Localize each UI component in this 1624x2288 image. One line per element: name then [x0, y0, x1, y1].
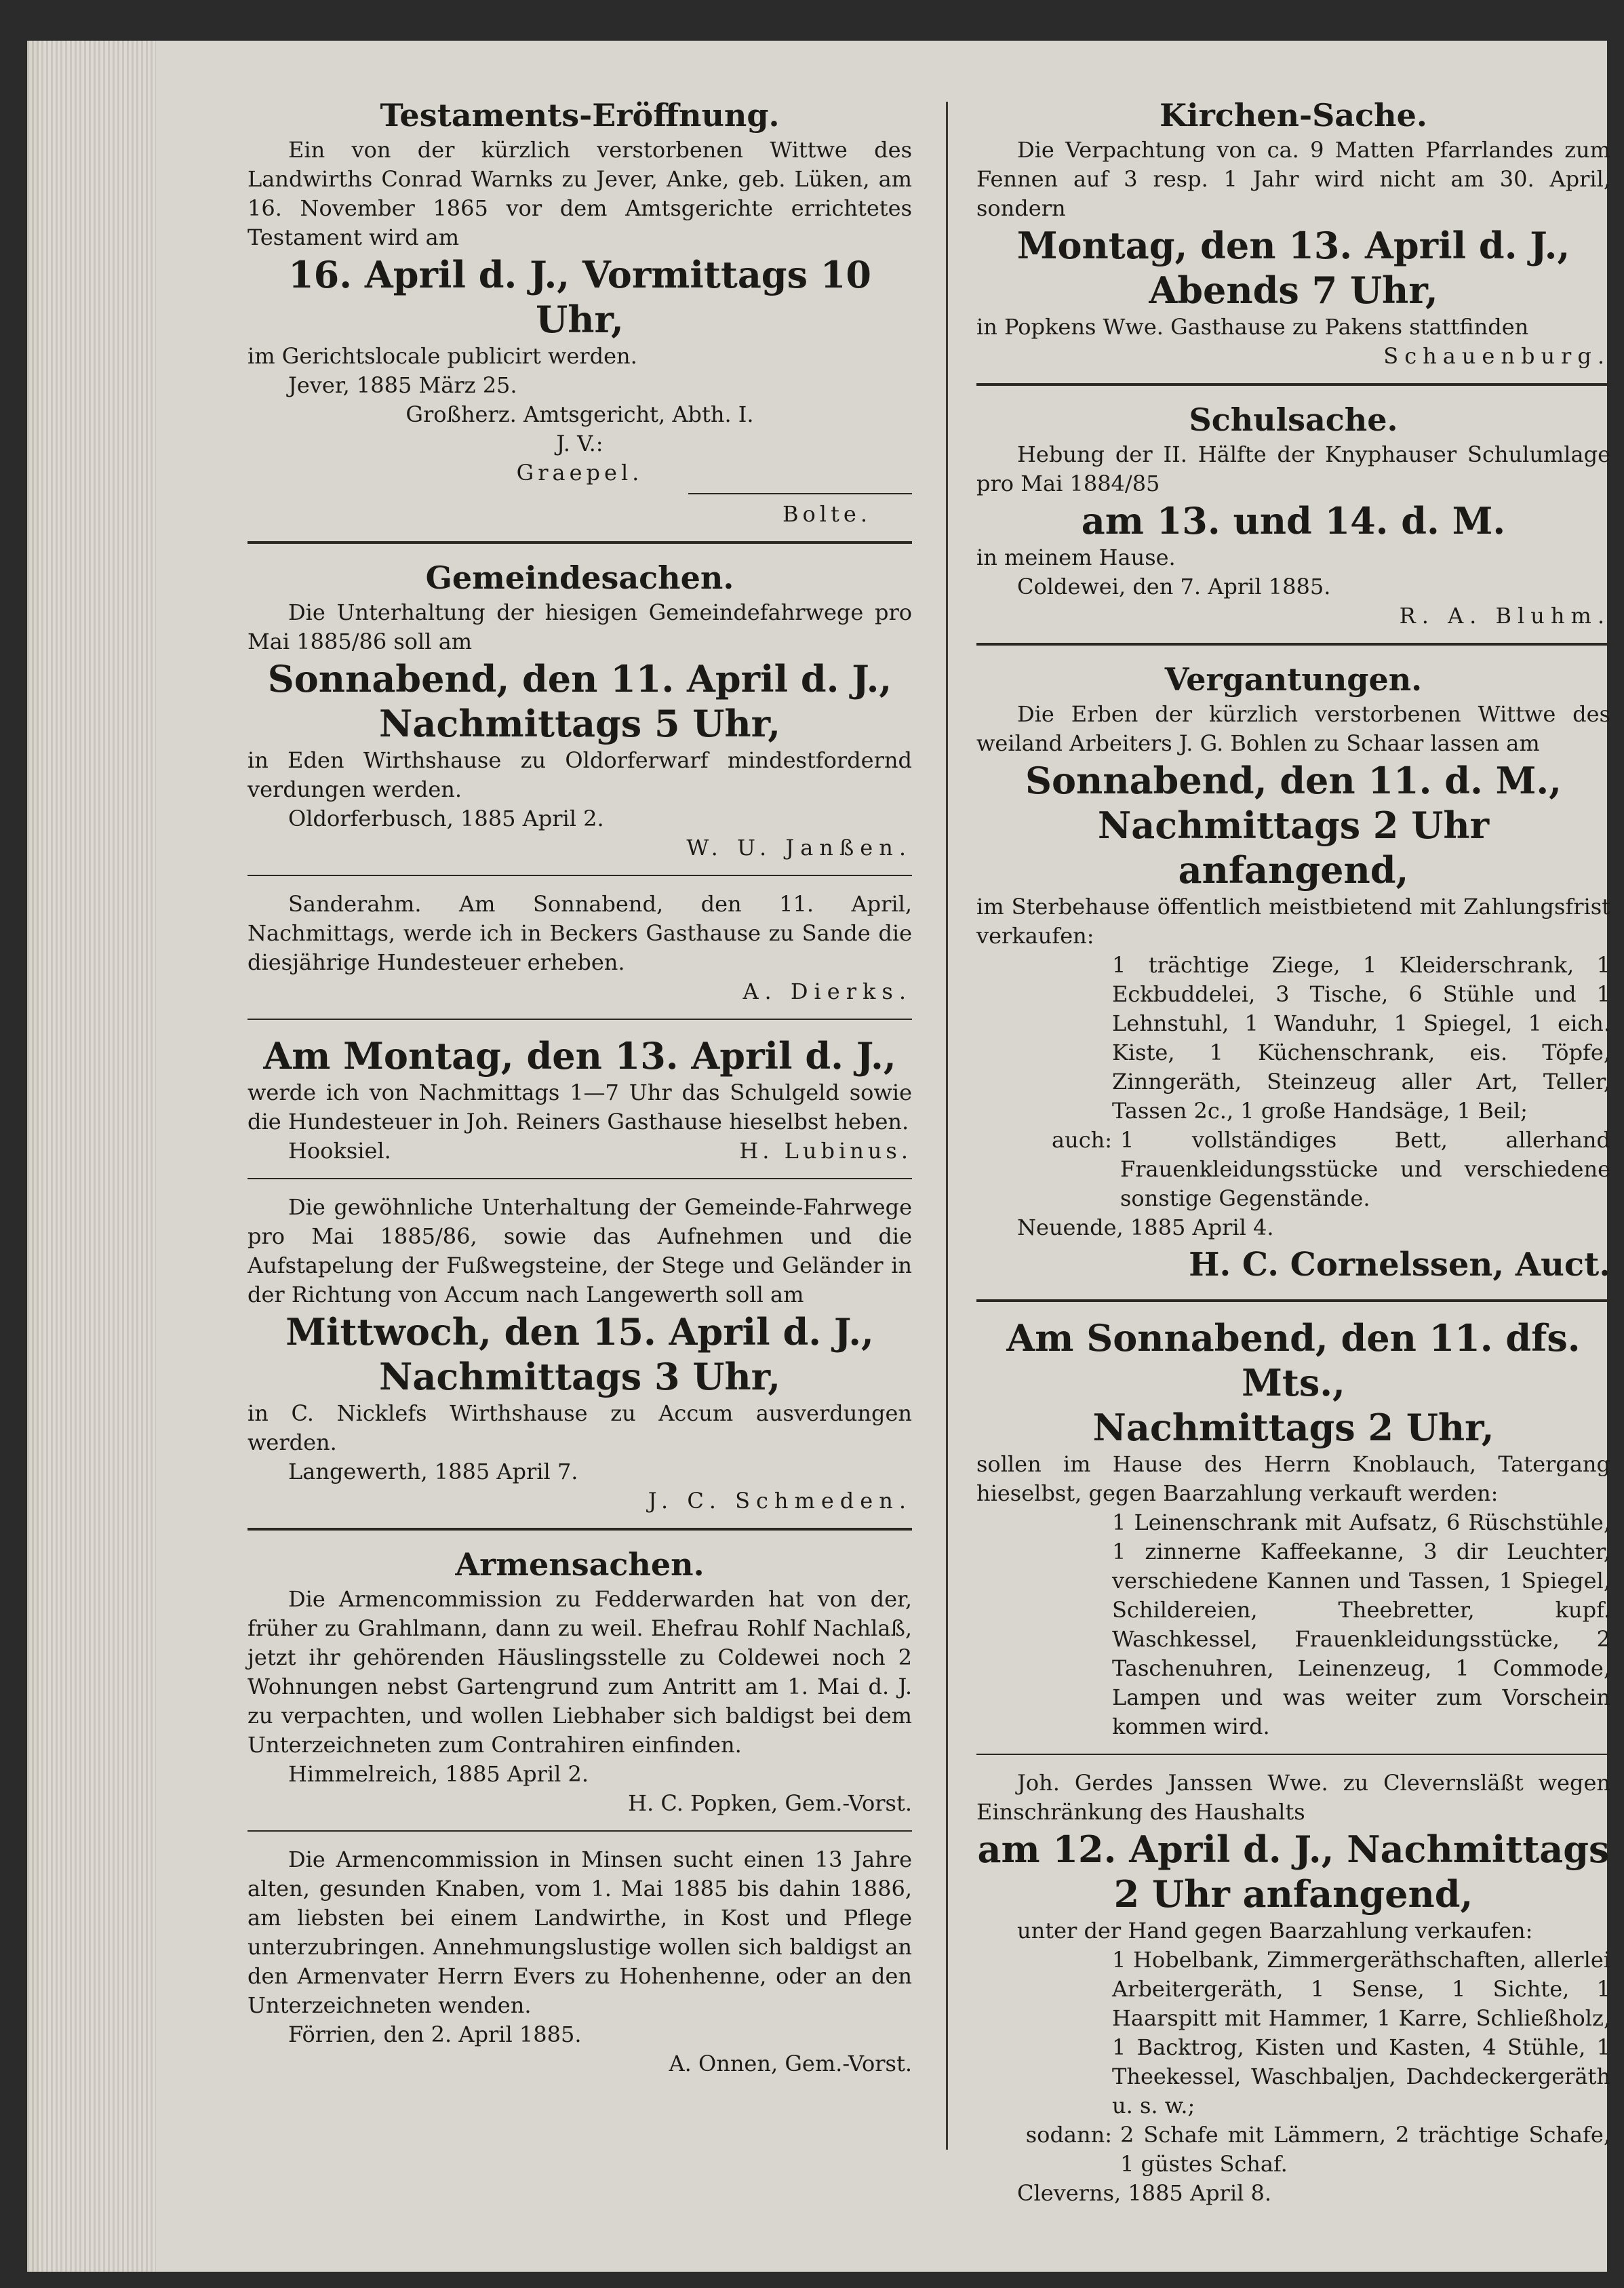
- item-list: [976, 1946, 1610, 2121]
- section-divider: [976, 1299, 1610, 1302]
- column-divider: [946, 102, 948, 2150]
- notice-sanderahm: [247, 890, 912, 1006]
- notice-time: Nachmittags 3 Uhr,: [378, 1355, 781, 1398]
- item-list: [976, 951, 1610, 1126]
- notice-date: am 13. und 14. d. M.: [1081, 499, 1506, 543]
- section-divider: [247, 1178, 912, 1179]
- item-list-text: 1 Leinenschrank mit Aufsatz, 6 Rüschstühle, 1 zinnerne Kaffeekanne, 3 dir Leuchter, verschiedene Kannen und Tassen, 1 Spiegel, Schildereien, Theebretter, kupf. Waschkessel, Frauenkleidungsstücke, 2 Taschenuhren, Leinenzeug, 1 Commode, Lampen und was weiter zum Vorschein kommen wird.: [1112, 1510, 1610, 1739]
- notice-text: sollen im Hause des Herrn Knoblauch, Tatergang hieselbst, gegen Baarzahlung verkauft werden:: [976, 1451, 1610, 1506]
- notice-text: unter der Hand gegen Baarzahlung verkaufen:: [1017, 1918, 1533, 1944]
- notice-time: Nachmittags 2 Uhr anfangend,: [1097, 804, 1490, 892]
- item-list-extra: [976, 1126, 1610, 1213]
- notice-date: Mittwoch, den 15. April d. J.,: [285, 1310, 874, 1354]
- notice-signature: Bolte.: [783, 501, 871, 527]
- notice-text: Ein von der kürzlich verstorbenen Wittwe des Landwirths Conrad Warnks zu Jever, Anke, geb. Lüken, am 16. November 1865 vor dem Amtsgerichte errichtetes Testament wird am: [247, 137, 912, 250]
- notice-signature: H. C. Popken, Gem.-Vorst.: [628, 1790, 912, 1816]
- notice-text: Die Armencommission zu Fedderwarden hat von der, früher zu Grahlmann, dann zu weil. Ehefrau Rohlf Nachlaß, jetzt ihr gehörenden Häuslingsstelle zu Coldewei noch 2 Wohnungen nebst Gartengrund zum Antritt am 1. Mai d. J. zu verpachten, und wollen Liebhaber sich baldigst bei dem Unterzeichneten zum Contrahiren einfinden.: [247, 1586, 912, 1758]
- notice-text: Hebung der II. Hälfte der Knyphauser Schulumlage pro Mai 1884/85: [976, 441, 1610, 496]
- notice-signature: A. Dierks.: [742, 979, 912, 1004]
- notice-footer: [247, 1137, 912, 1166]
- notice-date: Sonnabend, den 11. d. M.,: [1025, 759, 1562, 802]
- notice-testament: [247, 95, 912, 529]
- page-edges: [27, 41, 156, 2272]
- notice-text: werde ich von Nachmittags 1—7 Uhr das Schulgeld sowie die Hundesteuer in Joh. Reiners Gasthause hieselbst heben.: [247, 1080, 912, 1135]
- notice-date: Sonnabend, den 11. April d. J.,: [267, 657, 892, 701]
- notice-text: Die Unterhaltung der hiesigen Gemeindefahrwege pro Mai 1885/86 soll am: [247, 599, 912, 654]
- notice-place: Jever, 1885 März 25.: [288, 372, 517, 398]
- notice-kirchen: [976, 95, 1610, 371]
- notice-text: Die Erben der kürzlich verstorbenen Wittwe des weiland Arbeiters J. G. Bohlen zu Schaar lassen am: [976, 701, 1610, 756]
- section-divider: [976, 643, 1610, 646]
- notice-signature: Schauenburg.: [1383, 343, 1610, 369]
- notice-text: Die Verpachtung von ca. 9 Matten Pfarrlandes zum Fennen auf 3 resp. 1 Jahr wird nicht am 30. April, sondern: [976, 137, 1610, 221]
- item-list-text: 1 trächtige Ziege, 1 Kleiderschrank, 1 Eckbuddelei, 3 Tische, 6 Stühle und 1 Lehnstuhl, 1 Wanduhr, 1 Spiegel, 1 eich. Kiste, 1 Küchenschrank, eis. Töpfe, Zinngeräth, Steinzeug aller Art, Teller, Tassen 2c., 1 große Handsäge, 1 Beil;: [1112, 952, 1610, 1124]
- section-divider: [247, 1528, 912, 1531]
- notice-fahrwege: [247, 1193, 912, 1516]
- notice-court: Großherz. Amtsgericht, Abth. I.: [405, 401, 754, 427]
- notice-place: Neuende, 1885 April 4.: [1017, 1215, 1274, 1240]
- notice-armen: [247, 1544, 912, 1818]
- notice-text: Joh. Gerdes Janssen Wwe. zu Clevernsläßt wegen Einschränkung des Haushalts: [976, 1770, 1610, 1825]
- notice-text: in Eden Wirthshause zu Oldorferwarf mindestfordernd verdungen werden.: [247, 747, 912, 802]
- notice-title: Am Montag, den 13. April d. J.,: [263, 1034, 896, 1078]
- notice-text: in C. Nicklefs Wirthshause zu Accum ausverdungen werden.: [247, 1400, 912, 1455]
- notice-signature: R. A. Bluhm.: [1399, 603, 1610, 629]
- notice-place: Förrien, den 2. April 1885.: [288, 2021, 582, 2047]
- section-divider: [247, 875, 912, 876]
- item-list: [976, 1508, 1610, 1741]
- section-divider: [247, 1830, 912, 1832]
- notice-place: Oldorferbusch, 1885 April 2.: [288, 806, 604, 831]
- notice-time: Abends 7 Uhr,: [1149, 269, 1438, 312]
- notice-gemeinde: [247, 557, 912, 863]
- notice-schul: [976, 399, 1610, 631]
- list-label: auch:: [1052, 1127, 1112, 1153]
- notice-title: Am Sonnabend, den 11. dfs. Mts.,: [1006, 1316, 1581, 1404]
- item-list-extra: [976, 2121, 1610, 2179]
- notice-time: Nachmittags 2 Uhr,: [1092, 1406, 1494, 1449]
- notice-montag: [247, 1033, 912, 1166]
- notice-date: Montag, den 13. April d. J.,: [1016, 224, 1570, 267]
- notice-iv: J. V.:: [556, 431, 603, 456]
- notice-time: Nachmittags 5 Uhr,: [378, 702, 781, 745]
- section-divider: [976, 383, 1610, 386]
- notice-text: im Gerichtslocale publicirt werden.: [247, 343, 637, 369]
- notice-signature: W. U. Janßen.: [686, 835, 912, 861]
- notice-title: Vergantungen.: [1164, 661, 1423, 698]
- section-divider: [247, 541, 912, 544]
- notice-text: Die Armencommission in Minsen sucht einen 13 Jahre alten, gesunden Knaben, vom 1. Mai 1885 bis dahin 1886, am liebsten bei einem Landwirthe, in Kost und Pflege unterzubringen. Annehmungslustige wollen sich baldigst an den Armenvater Herrn Evers zu Hohenhenne, oder an den Unterzeichneten wenden.: [247, 1847, 912, 2018]
- notice-vergant: [976, 659, 1610, 1287]
- notice-place: Coldewei, den 7. April 1885.: [1017, 574, 1331, 599]
- notice-text: in Popkens Wwe. Gasthause zu Pakens stattfinden: [976, 314, 1529, 340]
- notice-date: 16. April d. J., Vormittags 10 Uhr,: [288, 253, 871, 341]
- notice-signature: Graepel.: [516, 460, 643, 486]
- notice-place: Langewerth, 1885 April 7.: [288, 1459, 578, 1484]
- section-divider: [247, 1019, 912, 1020]
- notice-signature: A. Onnen, Gem.-Vorst.: [669, 2051, 912, 2076]
- notice-title: Schulsache.: [1189, 401, 1398, 438]
- notice-signature: J. C. Schmeden.: [648, 1488, 912, 1514]
- notice-gerdes: [976, 1769, 1610, 2208]
- notice-title: Gemeindesachen.: [425, 559, 734, 596]
- notice-title: Armensachen.: [455, 1546, 705, 1583]
- notice-title: Testaments-Eröffnung.: [380, 97, 780, 134]
- notice-text: Sanderahm. Am Sonnabend, den 11. April, Nachmittags, werde ich in Beckers Gasthause zu Sande die diesjährige Hundesteuer erheben.: [247, 891, 912, 975]
- notice-text: im Sterbehause öffentlich meistbietend mit Zahlungsfrist verkaufen:: [976, 894, 1610, 949]
- list-label: sodann:: [1025, 2122, 1112, 2148]
- item-list-text: 1 Hobelbank, Zimmergeräthschaften, allerlei Arbeitergeräth, 1 Sense, 1 Sichte, 1 Haarspitt mit Hammer, 1 Karre, Schließholz, 1 Backtrog, Kisten und Kasten, 4 Stühle, 1 Theekessel, Waschbaljen, Dachdeckergeräth u. s. w.;: [1112, 1947, 1610, 2118]
- notice-text: in meinem Hause.: [976, 545, 1176, 570]
- notice-time: 2 Uhr anfangend,: [1113, 1872, 1473, 1916]
- list-text: 1 vollständiges Bett, allerhand Frauenkleidungsstücke und verschiedene sonstige Gegenstände.: [1120, 1127, 1610, 1211]
- notice-text: Die gewöhnliche Unterhaltung der Gemeinde-Fahrwege pro Mai 1885/86, sowie das Aufnehmen und die Aufstapelung der Fußwegsteine, der Stege und Geländer in der Richtung von Accum nach Langewerth soll am: [247, 1194, 912, 1307]
- left-column: [247, 95, 912, 2078]
- right-column: [976, 95, 1610, 2208]
- list-text: 2 Schafe mit Lämmern, 2 trächtige Schafe, 1 güstes Schaf.: [1120, 2122, 1610, 2177]
- notice-signature: H. Lubinus.: [739, 1138, 912, 1164]
- notice-signature: H. C. Cornelssen, Auct.: [1189, 1246, 1610, 1284]
- notice-date: am 12. April d. J., Nachmittags: [977, 1828, 1610, 1871]
- signature-rule: [688, 493, 912, 494]
- notice-title: Kirchen-Sache.: [1160, 97, 1427, 134]
- section-divider: [976, 1754, 1610, 1755]
- notice-place: Cleverns, 1885 April 8.: [1017, 2180, 1272, 2206]
- notice-minsen: [247, 1845, 912, 2078]
- notice-place: Hooksiel.: [288, 1138, 391, 1164]
- notice-place: Himmelreich, 1885 April 2.: [288, 1761, 589, 1787]
- notice-sonnabend: [976, 1316, 1610, 1741]
